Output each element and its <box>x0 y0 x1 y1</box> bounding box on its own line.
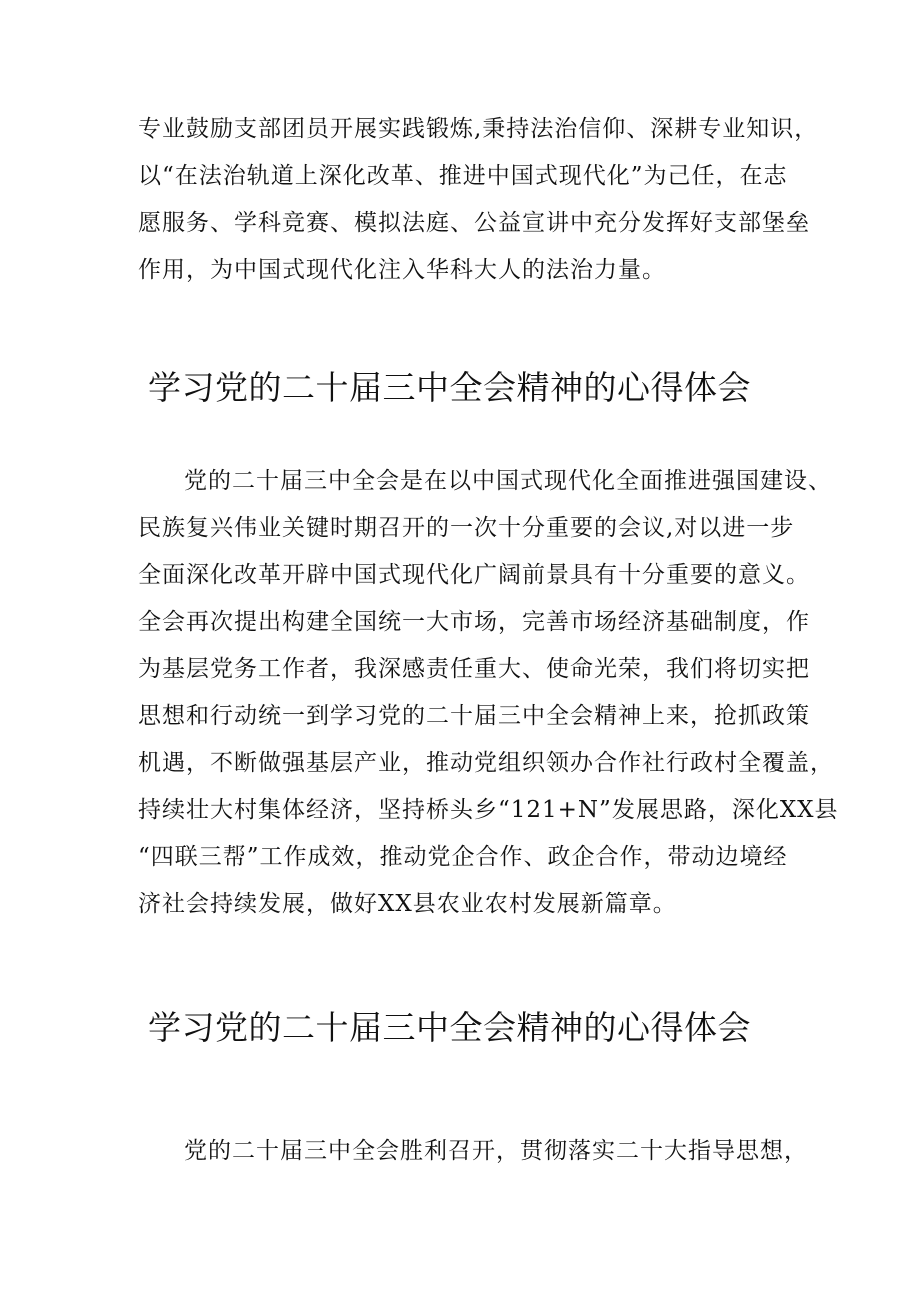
paragraph-line: 专业鼓励支部团员开展实践锻炼,秉持法治信仰、深耕专业知识， <box>138 116 819 142</box>
section-1-title: 学习党的二十届三中全会精神的心得体会 <box>148 368 751 407</box>
paragraph-line: 愿服务、学科竞赛、模拟法庭、公益宣讲中充分发挥好支部堡垒 <box>138 210 810 236</box>
paragraph-line: 济社会持续发展，做好XX县农业农村发展新篇章。 <box>138 891 677 917</box>
paragraph-line: 思想和行动统一到学习党的二十届三中全会精神上来，抢抓政策 <box>138 703 810 729</box>
intro-paragraph <box>138 106 819 294</box>
paragraph-line: 民族复兴伟业关键时期召开的一次十分重要的会议,对以进一步 <box>138 515 795 541</box>
paragraph-line: 作用，为中国式现代化注入华科大人的法治力量。 <box>138 257 666 283</box>
paragraph-line: “四联三帮”工作成效，推动党企合作、政企合作，带动边境经 <box>138 844 788 870</box>
section-1-paragraph <box>138 458 839 928</box>
paragraph-line: 全面深化改革开辟中国式现代化广阔前景具有十分重要的意义。 <box>138 562 810 588</box>
paragraph-line: 持续壮大村集体经济，坚持桥头乡“121+N”发展思路，深化XX县 <box>138 797 839 823</box>
paragraph-line: 全会再次提出构建全国统一大市场，完善市场经济基础制度，作 <box>138 609 810 635</box>
paragraph-line: 机遇，不断做强基层产业，推动党组织领办合作社行政村全覆盖， <box>138 750 834 776</box>
section-2-paragraph <box>138 1128 808 1175</box>
paragraph-line: 以“在法治轨道上深化改革、推进中国式现代化”为己任，在志 <box>138 163 788 189</box>
paragraph-line: 党的二十届三中全会胜利召开，贯彻落实二十大指导思想， <box>184 1138 808 1164</box>
paragraph-line: 党的二十届三中全会是在以中国式现代化全面推进强国建设、 <box>184 468 832 494</box>
section-2-title: 学习党的二十届三中全会精神的心得体会 <box>148 1008 751 1047</box>
paragraph-line: 为基层党务工作者，我深感责任重大、使命光荣，我们将切实把 <box>138 656 810 682</box>
